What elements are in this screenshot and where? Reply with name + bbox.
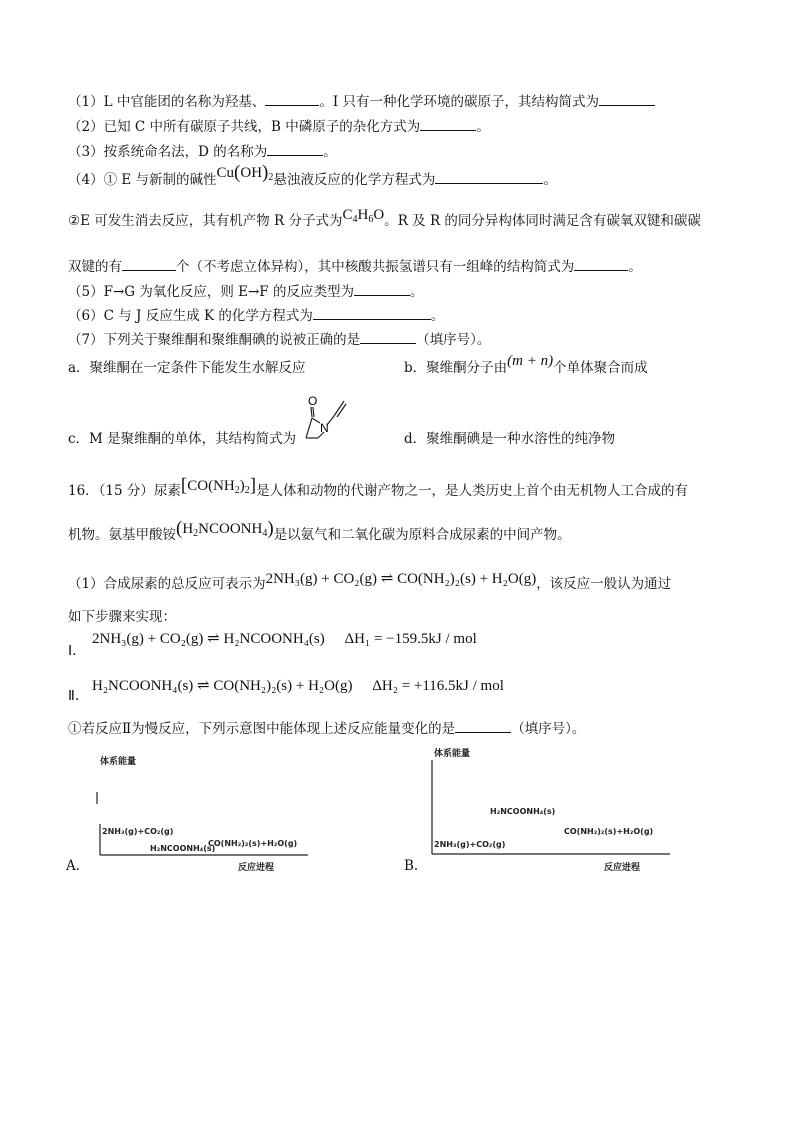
q15-9-text-b: （填序号）。 <box>416 332 491 348</box>
q15-8-text-a: （6）C 与 J 反应生成 K 的化学方程式为 <box>68 308 313 324</box>
step-2-label: Ⅱ． <box>68 689 89 704</box>
q16-question-line <box>68 719 585 738</box>
formula-part: NCOONH <box>198 521 263 537</box>
step-1-eq-text: 2NH₃(g) + CO₂(g) ⇌ H₂NCOONH₄(s) <box>92 631 325 647</box>
diagram-a-state-1: 2NH₃(g)+CO₂(g) <box>102 827 174 836</box>
answer-blank[interactable] <box>360 330 416 344</box>
option-b-text-b: 个单体聚合而成 <box>553 360 648 376</box>
q15-line-1 <box>68 92 655 111</box>
q15-line-8 <box>68 306 444 325</box>
formula-part: OH <box>240 165 263 181</box>
q16-q-text-a: ①若反应Ⅱ为慢反应，下列示意图中能体现上述反应能量变化的是 <box>68 721 456 737</box>
answer-blank[interactable] <box>574 257 628 271</box>
option-c-text: c．M 是聚维酮的单体，其结构简式为 <box>68 431 297 447</box>
q16-2-text-a: 机物。氨基甲酸铵 <box>68 527 176 543</box>
step-2-dh: ΔH₂ = +116.5kJ / mol <box>372 678 504 694</box>
q16-part1-intro <box>68 608 176 626</box>
diagram-b-state-3: 2NH₃(g)+CO₂(g) <box>434 840 506 849</box>
diagram-b-xlabel: 反应进程 <box>604 863 641 873</box>
q15-6-text-b: 个（不考虑立体异构），其中核酸共振氢谱只有一组峰的结构简式为 <box>176 259 575 275</box>
q15-2-text-b: 。 <box>476 119 490 135</box>
formula-part: CO(NH <box>187 478 235 494</box>
step-1-equation <box>92 629 477 649</box>
diagram-b-state-2: CO(NH₂)₂(s)+H₂O(g) <box>564 827 654 836</box>
q15-6-text-c: 。 <box>628 259 642 275</box>
step-2-eq-text: H₂NCOONH₄(s) ⇌ CO(NH₂)₂(s) + H₂O(g) <box>92 678 353 694</box>
formula-urea: $[CO(NH_2)_2]$ <box>180 475 257 496</box>
q15-line-6 <box>68 257 642 276</box>
energy-diagram-b[interactable] <box>424 740 674 874</box>
formula-sub: 2 <box>268 172 274 183</box>
option-a[interactable] <box>68 359 306 377</box>
diagram-a-letter[interactable]: A. <box>66 858 81 874</box>
formula-cu-oh2: $Cu(OH)_2$ <box>216 162 274 183</box>
answer-blank[interactable] <box>420 117 476 131</box>
diagram-a-ylabel: 体系能量 <box>100 757 137 767</box>
q15-line-3 <box>68 142 337 161</box>
diagram-b-state-1: H₂NCOONH₄(s) <box>490 807 556 816</box>
formula-sub: 2 <box>244 485 250 496</box>
q15-2-text-a: （2）已知 C 中所有碳原子共线，B 中磷原子的杂化方式为 <box>68 119 421 135</box>
q15-5-text-a: ②E 可发生消去反应，其有机产物 R 分子式为 <box>68 213 343 229</box>
answer-blank[interactable] <box>265 92 319 106</box>
formula-sub: 2 <box>193 528 199 539</box>
formula-sub: 6 <box>368 214 374 225</box>
atom-n: N <box>320 421 329 435</box>
formula-part: H <box>182 521 194 537</box>
answer-blank[interactable] <box>267 142 323 156</box>
total-reaction-equation: 2NH₃(g) + CO₂(g) ⇌ CO(NH₂)₂(s) + H₂O(g) <box>265 571 537 587</box>
q15-line-9 <box>68 330 490 349</box>
diagram-a-state-2: H₂NCOONH₄(s) <box>150 844 216 853</box>
q15-8-text-b: 。 <box>430 308 445 324</box>
formula-part: C <box>342 207 353 223</box>
formula-part: O <box>373 207 385 223</box>
diagram-b-ylabel: 体系能量 <box>434 749 471 759</box>
answer-blank[interactable] <box>599 92 655 106</box>
formula-sub: 2 <box>234 485 240 496</box>
answer-blank[interactable] <box>122 257 176 271</box>
q16-part1-line <box>68 571 672 593</box>
q16-line-2 <box>68 518 571 544</box>
answer-blank[interactable] <box>313 306 431 320</box>
atom-o: O <box>308 394 318 408</box>
q16-head-a: 16．（15 分）尿素 <box>68 483 181 499</box>
q15-7-text-a: （5）F→G 为氧化反应，则 E→F 的反应类型为 <box>68 284 354 300</box>
diagram-a-state-3: CO(NH₂)₂(s)+H₂O(g) <box>208 839 298 848</box>
formula-m-plus-n: (m + n) <box>507 353 554 369</box>
formula-part: ) <box>239 478 245 494</box>
diagram-a-xlabel: 反应进程 <box>238 863 275 873</box>
q15-4-text-a: （4）① E 与新制的碱性 <box>68 172 217 188</box>
q16-2-text-b: 是以氨气和二氧化碳为原料合成尿素的中间产物。 <box>273 527 571 543</box>
bond <box>312 418 320 423</box>
option-b-text-a: b．聚维酮分子由 <box>404 360 508 376</box>
q16-1-text-a: （1）合成尿素的总反应可表示为 <box>68 576 266 592</box>
q15-9-text-a: （7）下列关于聚维酮和聚维酮碘的说被正确的是 <box>68 332 361 348</box>
formula-sub: 4 <box>352 214 358 225</box>
q15-4-text-c: 。 <box>543 172 557 188</box>
option-d-text: d．聚维酮碘是一种水溶性的纯净物 <box>404 431 616 447</box>
formula-part: Cu <box>216 165 235 181</box>
q15-3-text-b: 。 <box>323 144 337 160</box>
q15-1-text-a: （1）L 中官能团的名称为羟基、 <box>68 94 266 110</box>
step-1-label: Ⅰ． <box>68 644 87 659</box>
q15-line-2 <box>68 117 490 136</box>
q16-1-text-c: 如下步骤来实现： <box>68 609 176 625</box>
q16-q-text-b: （填序号）。 <box>511 721 586 737</box>
q15-line-4 <box>68 162 557 189</box>
option-b[interactable] <box>404 353 648 377</box>
q15-4-text-b: 悬浊液反应的化学方程式为 <box>273 172 436 188</box>
q15-5-text-b: 。R 及 R 的同分异构体同时满足含有碳氧双键和碳碳 <box>384 213 701 229</box>
option-c[interactable] <box>68 430 296 448</box>
answer-blank[interactable] <box>455 719 511 733</box>
bond <box>313 407 314 417</box>
bond <box>306 418 312 438</box>
option-a-text: a．聚维酮在一定条件下能发生水解反应 <box>68 360 306 376</box>
q16-head-b: 是人体和动物的代谢产物之一，是人类历史上首个由无机物人工合成的有 <box>256 483 689 499</box>
energy-diagram-a[interactable] <box>88 752 318 874</box>
bond <box>311 407 312 417</box>
diagram-b-letter[interactable]: B. <box>404 858 419 874</box>
answer-blank[interactable] <box>435 170 543 184</box>
q16-1-text-b: ，该反应一般认为通过 <box>536 576 672 592</box>
q15-line-7 <box>68 282 423 301</box>
q15-6-text-a: 双键的有 <box>68 259 122 275</box>
formula-c4h6o <box>343 207 385 223</box>
q15-line-5 <box>68 207 701 230</box>
option-d[interactable] <box>404 430 615 448</box>
formula-part: H <box>357 207 369 223</box>
formula-sub: 4 <box>262 528 268 539</box>
step-1-dh: ΔH₁ = −159.5kJ / mol <box>344 631 477 647</box>
formula-ammonium-carbamate: $(H_2NCOONH_4)$ <box>176 518 274 539</box>
q15-1-text-b: 。I 只有一种化学环境的碳原子，其结构简式为 <box>319 94 599 110</box>
step-2-equation <box>92 676 504 696</box>
answer-blank[interactable] <box>354 282 410 296</box>
q15-3-text-a: （3）按系统命名法，D 的名称为 <box>68 144 268 160</box>
n-vinylpyrrolidone-structure <box>296 392 360 444</box>
q15-7-text-b: 。 <box>409 284 424 300</box>
q16-head-line <box>68 475 689 500</box>
